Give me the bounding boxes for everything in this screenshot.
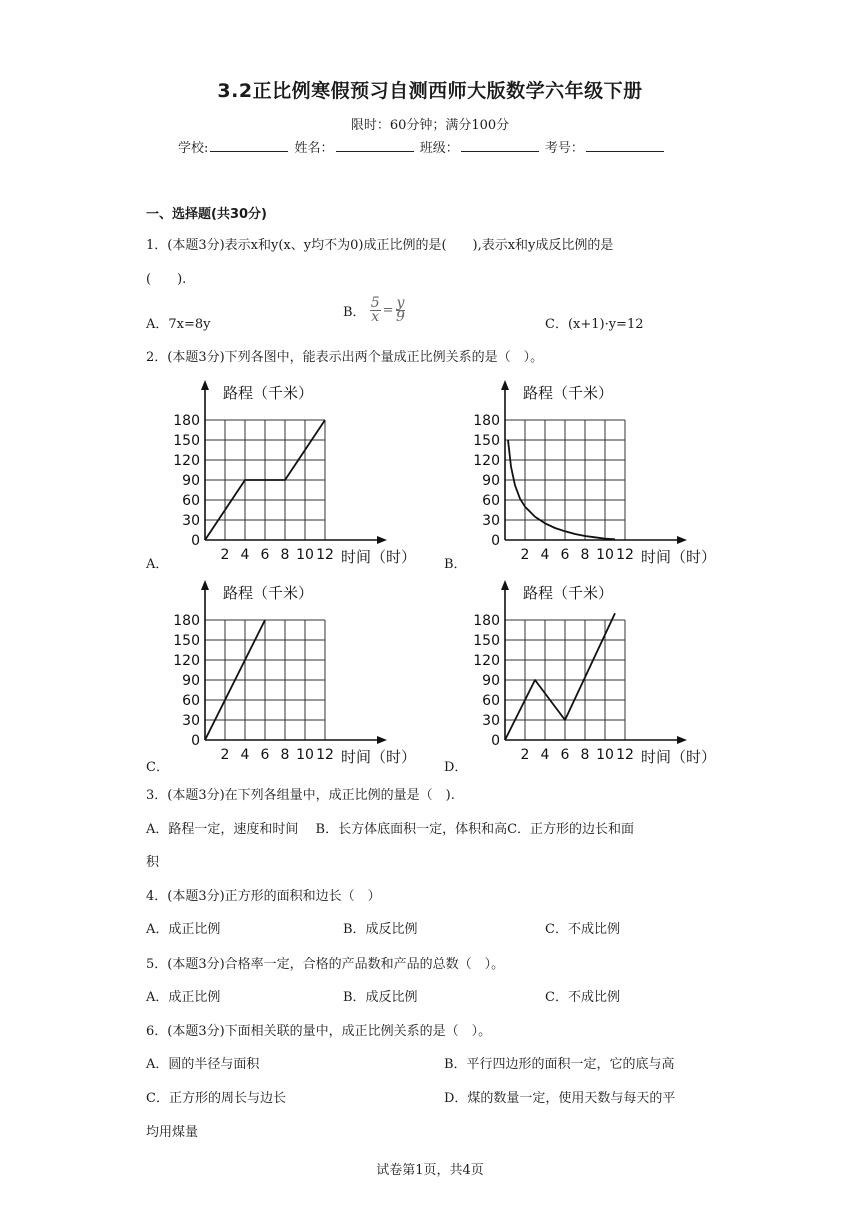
y-axis-title: 路程（千米） — [523, 384, 614, 402]
q1-b-equals: = — [382, 303, 394, 318]
y-tick-label: 30 — [182, 713, 200, 729]
student-info-line — [178, 137, 666, 156]
y-tick-label: 60 — [182, 693, 200, 709]
q4-option-b[interactable]: B．成反比例 — [343, 922, 418, 937]
x-tick-label: 2 — [220, 547, 230, 563]
x-tick-label: 12 — [316, 547, 334, 563]
q3-options-continued: 积 — [146, 855, 160, 870]
chart-a-label[interactable]: A． — [146, 557, 169, 572]
x-axis-title: 时间（时） — [641, 748, 717, 766]
question-4: 4．(本题3分)正方形的面积和边长（ ） — [146, 889, 381, 904]
question-1: 1．(本题3分)表示x和y(x、y均不为0)成正比例的是( ),表示x和y成反比例的是 — [146, 238, 614, 253]
q6-option-d[interactable]: D．煤的数量一定，使用天数与每天的平 — [444, 1091, 676, 1106]
q1-option-b[interactable] — [343, 297, 405, 324]
x-axis-arrow — [677, 536, 687, 544]
q1-option-c[interactable]: C．(x+1)·y=12 — [545, 317, 644, 332]
x-tick-label: 8 — [580, 747, 590, 763]
q1-b-fraction-left — [370, 297, 381, 324]
q1-b-denominator-right: 9 — [396, 309, 405, 325]
school-blank[interactable] — [210, 139, 288, 152]
q5-option-a[interactable]: A．成正比例 — [146, 990, 221, 1005]
y-tick-label: 120 — [173, 453, 200, 469]
x-tick-label: 2 — [520, 747, 530, 763]
class-label: 班级： — [419, 141, 459, 156]
x-tick-label: 12 — [616, 547, 634, 563]
x-tick-label: 10 — [596, 547, 614, 563]
q4-option-a[interactable]: A．成正比例 — [146, 922, 221, 937]
series-line — [508, 440, 615, 539]
x-tick-label: 10 — [296, 547, 314, 563]
y-axis-arrow — [201, 380, 209, 390]
x-axis-arrow — [377, 736, 387, 744]
name-label: 姓名： — [294, 141, 334, 156]
y-tick-label: 180 — [173, 413, 200, 429]
x-tick-label: 2 — [220, 747, 230, 763]
question-3: 3．(本题3分)在下列各组量中，成正比例的量是（ ). — [146, 788, 455, 803]
y-axis-title: 路程（千米） — [523, 584, 614, 602]
q6-option-a[interactable]: A．圆的半径与面积 — [146, 1057, 260, 1072]
x-tick-label: 4 — [540, 547, 550, 563]
x-tick-label: 4 — [240, 747, 250, 763]
y-axis-arrow — [201, 580, 209, 590]
y-axis-title: 路程（千米） — [223, 584, 314, 602]
y-tick-label: 0 — [191, 533, 200, 549]
page-footer: 试卷第1页，共4页 — [376, 1163, 484, 1178]
chart-d-label[interactable]: D． — [444, 760, 468, 775]
x-tick-label: 8 — [580, 547, 590, 563]
question-6: 6．(本题3分)下面相关联的量中，成正比例关系的是（ ）。 — [146, 1024, 492, 1039]
q3-options[interactable]: A．路程一定，速度和时间 B．长方体底面积一定，体积和高C．正方形的边长和面 — [146, 822, 635, 837]
q4-option-c[interactable]: C．不成比例 — [545, 922, 620, 937]
y-tick-label: 180 — [473, 413, 500, 429]
x-tick-label: 6 — [560, 747, 570, 763]
y-tick-label: 90 — [182, 473, 200, 489]
y-tick-label: 90 — [482, 673, 500, 689]
x-tick-label: 6 — [260, 547, 270, 563]
y-tick-label: 0 — [491, 533, 500, 549]
q5-option-c[interactable]: C．不成比例 — [545, 990, 620, 1005]
page-title: 3.2正比例寒假预习自测西师大版数学六年级下册 — [217, 80, 643, 102]
series-line — [505, 613, 615, 740]
y-tick-label: 90 — [182, 673, 200, 689]
chart-c — [168, 578, 448, 768]
y-tick-label: 150 — [173, 433, 200, 449]
y-tick-label: 150 — [473, 433, 500, 449]
q5-option-b[interactable]: B．成反比例 — [343, 990, 418, 1005]
class-blank[interactable] — [461, 139, 539, 152]
chart-d — [468, 578, 748, 768]
x-axis-arrow — [677, 736, 687, 744]
x-tick-label: 2 — [520, 547, 530, 563]
x-axis-arrow — [377, 536, 387, 544]
chart-b-label[interactable]: B． — [444, 557, 467, 572]
y-axis-arrow — [501, 580, 509, 590]
y-tick-label: 120 — [473, 453, 500, 469]
y-tick-label: 60 — [182, 493, 200, 509]
x-tick-label: 12 — [316, 747, 334, 763]
question-1-continued: ( ). — [146, 272, 187, 287]
name-blank[interactable] — [336, 139, 414, 152]
exam-subtitle: 限时：60分钟；满分100分 — [350, 118, 510, 133]
x-tick-label: 6 — [560, 547, 570, 563]
x-tick-label: 10 — [596, 747, 614, 763]
x-tick-label: 4 — [540, 747, 550, 763]
x-tick-label: 4 — [240, 547, 250, 563]
q1-option-b-label: B． — [343, 305, 366, 320]
q1-b-numerator-right: y — [396, 295, 405, 311]
chart-a — [168, 378, 448, 568]
q1-b-numerator-left: 5 — [370, 295, 380, 311]
y-tick-label: 180 — [473, 613, 500, 629]
y-tick-label: 120 — [473, 653, 500, 669]
y-axis-title: 路程（千米） — [223, 384, 314, 402]
q1-b-denominator-left: x — [371, 309, 380, 325]
x-tick-label: 8 — [280, 547, 290, 563]
chart-c-label[interactable]: C． — [146, 760, 169, 775]
school-label: 学校: — [178, 141, 209, 156]
y-tick-label: 150 — [173, 633, 200, 649]
x-tick-label: 6 — [260, 747, 270, 763]
y-tick-label: 120 — [173, 653, 200, 669]
x-tick-label: 10 — [296, 747, 314, 763]
question-2: 2．(本题3分)下列各图中，能表示出两个量成正比例关系的是（ ）。 — [146, 350, 544, 365]
question-5: 5．(本题3分)合格率一定，合格的产品数和产品的总数（ ）。 — [146, 957, 505, 972]
y-tick-label: 60 — [482, 493, 500, 509]
y-tick-label: 0 — [191, 733, 200, 749]
y-tick-label: 90 — [482, 473, 500, 489]
y-tick-label: 30 — [182, 513, 200, 529]
y-tick-label: 30 — [482, 513, 500, 529]
q6-option-c[interactable]: C．正方形的周长与边长 — [146, 1091, 286, 1106]
exam-number-blank[interactable] — [586, 139, 664, 152]
x-tick-label: 8 — [280, 747, 290, 763]
chart-b — [468, 378, 748, 568]
y-tick-label: 150 — [473, 633, 500, 649]
y-axis-arrow — [501, 380, 509, 390]
q1-b-fraction-right — [396, 297, 406, 324]
y-tick-label: 30 — [482, 713, 500, 729]
y-tick-label: 0 — [491, 733, 500, 749]
x-axis-title: 时间（时） — [341, 748, 417, 766]
y-tick-label: 180 — [173, 613, 200, 629]
x-axis-title: 时间（时） — [341, 548, 417, 566]
x-tick-label: 12 — [616, 747, 634, 763]
exam-number-label: 考号： — [544, 141, 584, 156]
q6-option-b[interactable]: B．平行四边形的面积一定，它的底与高 — [444, 1057, 675, 1072]
q6-option-d-continued: 均用煤量 — [146, 1125, 199, 1140]
q1-option-a[interactable]: A．7x=8y — [146, 317, 211, 332]
y-tick-label: 60 — [482, 693, 500, 709]
x-axis-title: 时间（时） — [641, 548, 717, 566]
section-title: 一、选择题(共30分) — [146, 207, 267, 222]
